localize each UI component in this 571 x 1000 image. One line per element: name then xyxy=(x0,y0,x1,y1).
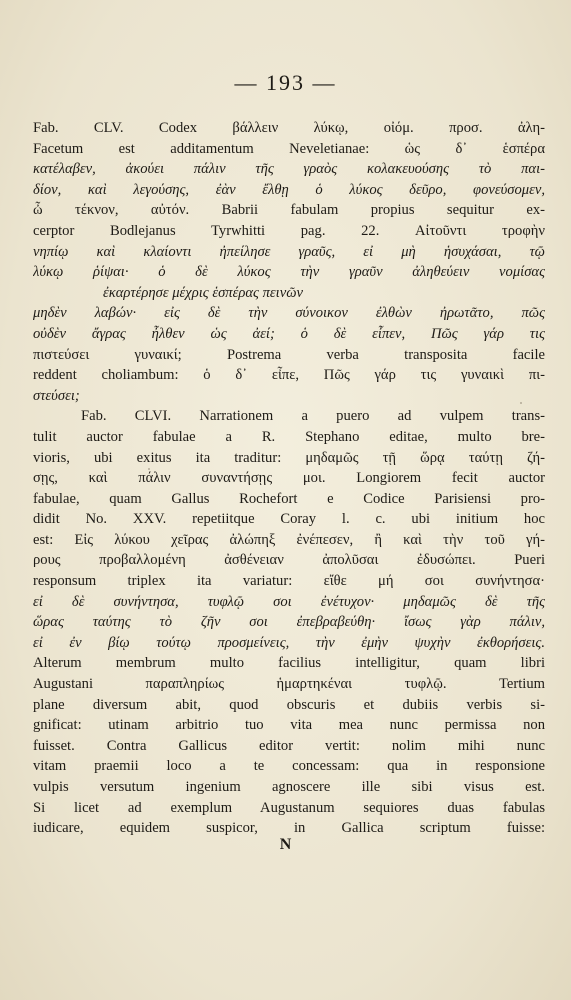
text-line: reddent choliambum: ὁ δ᾽ εἶπε, Πῶς γάρ τις γυναικὶ πι- xyxy=(33,367,545,384)
text-line: fabulae, quam Gallus Rochefort e Codice Parisiensi pro- xyxy=(33,490,545,507)
text-line: οὐδὲν ἄγρας ἦλθεν ὡς ἀεί; ὁ δὲ εἶπεν, Πῶς γάρ τις xyxy=(33,325,545,342)
ink-speck xyxy=(520,402,522,404)
text-line: Fab. CLV. Codex βάλλειν λύκῳ, οἰόμ. προσ. ἀλη- xyxy=(33,120,545,136)
body-text xyxy=(33,118,545,839)
text-line: λύκῳ ῥίψαι· ὁ δὲ λύκος τὴν γραῦν ἀληθεύειν νομίσας xyxy=(33,264,545,281)
text-line: didit No. XXV. repetiitque Coray l. c. ubi initium hoc xyxy=(33,511,545,528)
text-line: Alterum membrum multo facilius intelligitur, quam libri xyxy=(33,655,545,672)
text-line: vitam praemii loco a te concessam: qua in responsione xyxy=(33,758,545,775)
text-line: ρους προβαλλομένη ἀσθένειαν ἀπολῦσαι ἐδυσώπει. Pueri xyxy=(33,552,545,569)
ink-speck xyxy=(148,468,150,470)
text-line: στεύσει; xyxy=(33,387,80,404)
text-line: fuisset. Contra Gallicus editor vertit: nolim mihi nunc xyxy=(33,737,545,754)
text-line: responsum triplex ita variatur: εἴθε μή σοι συνήντησα· xyxy=(33,573,545,590)
text-line: ἐκαρτέρησε μέχρις ἑσπέρας πεινῶν xyxy=(103,284,303,301)
text-line: tulit auctor fabulae a R. Stephano editae, multo bre- xyxy=(33,428,545,445)
text-line: vioris, ubi exitus ita traditur: μηδαμῶς τῇ ὥρᾳ ταύτῃ ζή- xyxy=(33,449,545,466)
page-number: — 193 — xyxy=(234,70,337,95)
text-line: νηπίῳ καὶ κλαίοντι ἠπείλησε γραῦς, εἰ μὴ ἡσυχάσαι, τῷ xyxy=(33,243,545,260)
text-line: Augustani παραπληρίως ἡμαρτηκέναι τυφλῷ. Tertium xyxy=(33,676,545,693)
text-line: Facetum est additamentum Neveletianae: ὡς δ᾽ ἑσπέρα xyxy=(33,140,545,157)
text-line: σῃς, καὶ πάλιν συναντήσῃς μοι. Longiorem fecit auctor xyxy=(33,470,545,487)
text-line: plane diversum abit, quod obscuris et dubiis verbis si- xyxy=(33,696,545,713)
text-line: vulpis versutum ingenium agnoscere ille sibi visus est. xyxy=(33,779,545,795)
text-line: cerptor Bodlejanus Tyrwhitti pag. 22. Αἰτοῦντι τροφὴν xyxy=(33,222,545,239)
text-line: ὥρας ταύτης τὸ ζῆν σοι ἐπεβραβεύθη· ἴσως γὰρ πάλιν, xyxy=(33,614,545,631)
text-line: εἰ ἐν βίῳ τούτῳ προσμείνεις, τὴν ἐμὴν ψυχὴν ἐκθορήσεις. xyxy=(33,634,545,651)
text-line: ὦ τέκνον, αὐτόν. Babrii fabulam propius sequitur ex- xyxy=(33,202,545,219)
text-line: Si licet ad exemplum Augustanum sequiores duas fabulas xyxy=(33,799,545,816)
text-line: iudicare, equidem suspicor, in Gallica scriptum fuisse: xyxy=(33,820,545,837)
signature-mark: N xyxy=(279,836,292,853)
text-line: est: Εἰς λύκου χεῖρας ἀλώπηξ ἐνέπεσεν, ἢ καὶ τὴν τοῦ γή- xyxy=(33,531,545,548)
text-line: μηδὲν λαβών· εἰς δὲ τὴν σύνοικον ἐλθὼν ἠρωτᾶτο, πῶς xyxy=(33,305,545,322)
text-line: δίον, καὶ λεγούσης, ἐὰν ἔλθῃ ὁ λύκος δεῦρο, φονεύσομεν, xyxy=(33,181,545,198)
text-line: Fab. CLVI. Narrationem a puero ad vulpem trans- xyxy=(81,408,545,425)
text-line: κατέλαβεν, ἀκούει πάλιν τῆς γραὸς κολακευούσης τὸ παι- xyxy=(33,161,545,178)
text-line: πιστεύσει γυναικί; Postrema verba transposita facile xyxy=(33,346,545,363)
text-line: gnificat: utinam arbitrio tuo vita mea nunc permissa non xyxy=(33,717,545,734)
text-line: εἰ δὲ συνήντησα, τυφλῷ σοι ἐνέτυχον· μηδαμῶς δὲ τῆς xyxy=(33,593,545,610)
